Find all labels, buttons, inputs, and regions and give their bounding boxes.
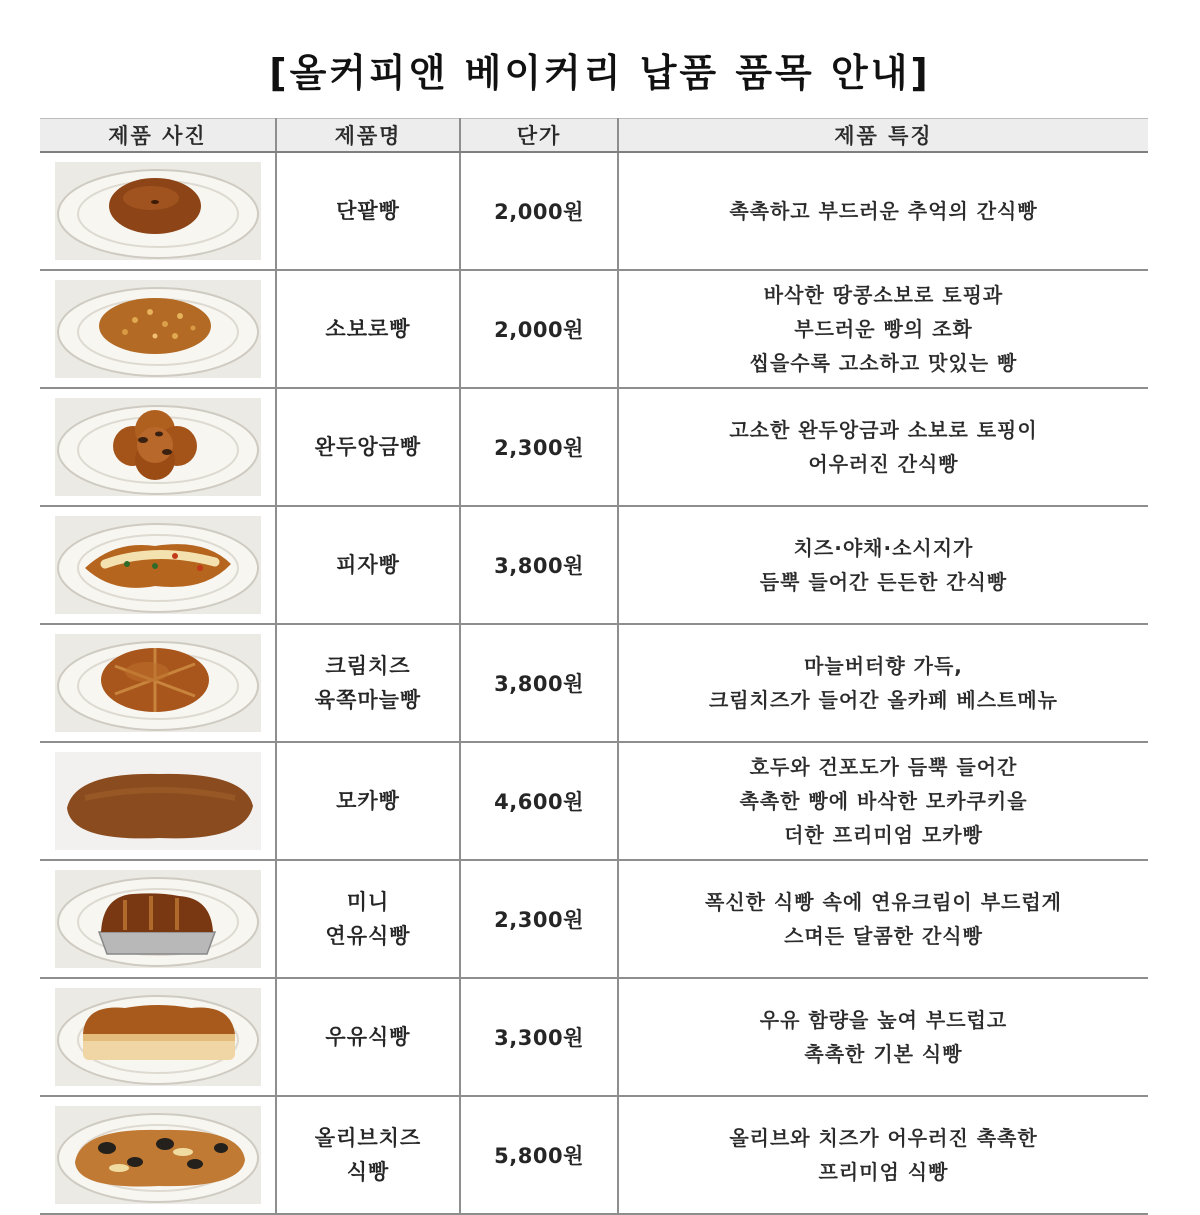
header-name: 제품명 xyxy=(276,119,460,153)
product-description xyxy=(620,531,1147,599)
product-name xyxy=(278,885,458,953)
product-description-line: 더한 프리미엄 모카빵 xyxy=(784,823,983,847)
product-name-line: 단팥빵 xyxy=(336,199,400,223)
table-row xyxy=(40,388,1148,506)
product-description xyxy=(620,649,1147,717)
product-name-line: 미니 xyxy=(346,890,390,914)
product-name-line: 피자빵 xyxy=(336,553,400,577)
product-name xyxy=(278,1121,458,1189)
product-photo-cell xyxy=(40,1096,276,1214)
table-row xyxy=(40,742,1148,860)
product-price: 4,600원 xyxy=(460,742,618,860)
table-header-row xyxy=(40,119,1148,153)
product-description-cell xyxy=(618,624,1148,742)
product-description-line: 마늘버터향 가득, xyxy=(804,654,963,678)
product-description-cell xyxy=(618,152,1148,270)
product-name-cell xyxy=(276,152,460,270)
header-price: 단가 xyxy=(460,119,618,153)
product-price: 2,300원 xyxy=(460,860,618,978)
product-name xyxy=(278,784,458,818)
product-name-line: 완두앙금빵 xyxy=(314,435,422,459)
product-description xyxy=(620,278,1147,380)
product-name-line: 모카빵 xyxy=(336,789,400,813)
product-description-cell xyxy=(618,506,1148,624)
product-name-cell xyxy=(276,624,460,742)
product-description xyxy=(620,413,1147,481)
product-photo-cell xyxy=(40,860,276,978)
product-description xyxy=(620,194,1147,228)
product-name xyxy=(278,430,458,464)
table-row xyxy=(40,1096,1148,1214)
product-name-line: 크림치즈 xyxy=(325,654,411,678)
product-name xyxy=(278,312,458,346)
product-description-line: 촉촉한 기본 식빵 xyxy=(804,1042,963,1066)
product-description-cell xyxy=(618,860,1148,978)
product-description-line: 프리미엄 식빵 xyxy=(818,1160,949,1184)
table-row xyxy=(40,860,1148,978)
table-row xyxy=(40,152,1148,270)
product-description-line: 듬뿍 들어간 든든한 간식빵 xyxy=(759,570,1008,594)
table-row xyxy=(40,624,1148,742)
product-name-cell xyxy=(276,860,460,978)
product-description-cell xyxy=(618,388,1148,506)
product-photo-cell xyxy=(40,978,276,1096)
product-name-cell xyxy=(276,978,460,1096)
product-price: 2,300원 xyxy=(460,388,618,506)
product-photo-cell xyxy=(40,742,276,860)
product-description-line: 치즈·야채·소시지가 xyxy=(793,536,974,560)
product-name-line: 우유식빵 xyxy=(325,1025,411,1049)
round-red-bean-bun-icon xyxy=(55,162,261,260)
product-description-cell xyxy=(618,978,1148,1096)
product-price: 3,800원 xyxy=(460,624,618,742)
olive-cheese-loaf-icon xyxy=(55,1106,261,1204)
product-price: 2,000원 xyxy=(460,270,618,388)
flower-shaped-bun-icon xyxy=(55,398,261,496)
product-description xyxy=(620,1003,1147,1071)
product-description-line: 올리브와 치즈가 어우러진 촉촉한 xyxy=(729,1126,1038,1150)
header-description: 제품 특징 xyxy=(618,119,1148,153)
product-name xyxy=(278,194,458,228)
product-rows xyxy=(40,152,1148,1214)
product-description-line: 폭신한 식빵 속에 연유크림이 부드럽게 xyxy=(705,890,1062,914)
pizza-bread-icon xyxy=(55,516,261,614)
product-description-line: 크림치즈가 들어간 올카페 베스트메뉴 xyxy=(708,688,1058,712)
product-description-line: 호두와 건포도가 듬뿍 들어간 xyxy=(749,755,1018,779)
table-row xyxy=(40,506,1148,624)
product-name-line: 올리브치즈 xyxy=(314,1126,422,1150)
product-photo-cell xyxy=(40,506,276,624)
header-photo: 제품 사진 xyxy=(40,119,276,153)
product-description-line: 어우러진 간식빵 xyxy=(808,452,959,476)
crumble-bun-icon xyxy=(55,280,261,378)
product-name-cell xyxy=(276,1096,460,1214)
product-name-cell xyxy=(276,270,460,388)
product-description xyxy=(620,1121,1147,1189)
product-name-line: 식빵 xyxy=(346,1160,390,1184)
product-price: 2,000원 xyxy=(460,152,618,270)
product-name-line: 연유식빵 xyxy=(325,924,411,948)
page-title: [올커피앤 베이커리 납품 품목 안내] xyxy=(269,51,931,95)
product-description-line: 스며든 달콤한 간식빵 xyxy=(784,924,983,948)
product-photo-cell xyxy=(40,624,276,742)
product-photo-cell xyxy=(40,388,276,506)
product-name-cell xyxy=(276,742,460,860)
table-row xyxy=(40,978,1148,1096)
product-price: 3,800원 xyxy=(460,506,618,624)
product-table xyxy=(40,118,1148,1215)
product-description-cell xyxy=(618,270,1148,388)
product-description-line: 부드러운 빵의 조화 xyxy=(794,317,973,341)
product-price: 3,300원 xyxy=(460,978,618,1096)
product-description-line: 우유 함량을 높여 부드럽고 xyxy=(759,1008,1008,1032)
table-row xyxy=(40,270,1148,388)
product-name xyxy=(278,1020,458,1054)
product-description xyxy=(620,885,1147,953)
product-description xyxy=(620,750,1147,852)
product-price: 5,800원 xyxy=(460,1096,618,1214)
garlic-cream-cheese-bun-icon xyxy=(55,634,261,732)
product-description-line: 촉촉한 빵에 바삭한 모카쿠키을 xyxy=(739,789,1028,813)
product-description-line: 씹을수록 고소하고 맛있는 빵 xyxy=(749,351,1018,375)
product-name-cell xyxy=(276,506,460,624)
product-description-line: 고소한 완두앙금과 소보로 토핑이 xyxy=(729,418,1038,442)
product-description-line: 촉촉하고 부드러운 추억의 간식빵 xyxy=(729,199,1038,223)
product-description-line: 바삭한 땅콩소보로 토핑과 xyxy=(763,283,1004,307)
product-description-cell xyxy=(618,742,1148,860)
mini-condensed-milk-loaf-icon xyxy=(55,870,261,968)
product-photo-cell xyxy=(40,152,276,270)
product-photo-cell xyxy=(40,270,276,388)
product-table-container xyxy=(40,118,1148,1215)
product-name-line: 소보로빵 xyxy=(325,317,411,341)
mocha-loaf-icon xyxy=(55,752,261,850)
product-name-cell xyxy=(276,388,460,506)
product-description-cell xyxy=(618,1096,1148,1214)
product-name xyxy=(278,649,458,717)
product-name-line: 육쪽마늘빵 xyxy=(314,688,422,712)
milk-loaf-icon xyxy=(55,988,261,1086)
product-name xyxy=(278,548,458,582)
